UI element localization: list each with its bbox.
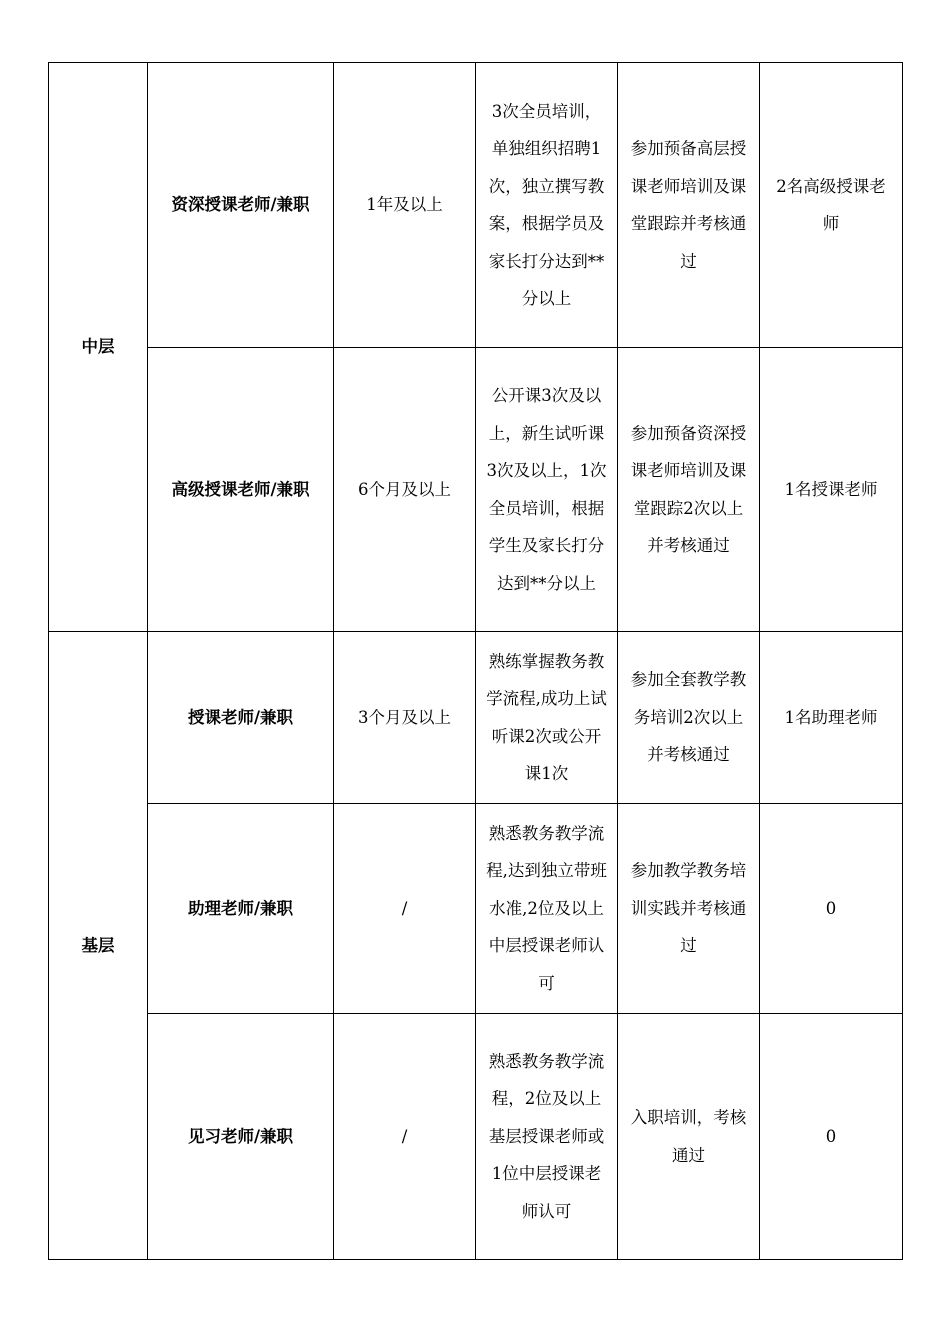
promotion-table	[48, 62, 903, 1260]
mentor-cell: 1名助理老师	[760, 632, 903, 804]
table-row	[49, 1014, 903, 1260]
mentor-cell: 0	[760, 804, 903, 1014]
training-cell: 参加全套教学教务培训2次以上并考核通过	[618, 632, 760, 804]
training-cell: 参加教学教务培训实践并考核通过	[618, 804, 760, 1014]
requirement-cell: 公开课3次及以上，新生试听课3次及以上，1次全员培训，根据学生及家长打分达到**分以上	[476, 348, 618, 632]
tenure-cell: /	[334, 1014, 476, 1260]
mentor-cell: 1名授课老师	[760, 348, 903, 632]
role-cell: 资深授课老师/兼职	[148, 63, 334, 348]
requirement-cell: 3次全员培训，单独组织招聘1次，独立撰写教案，根据学员及家长打分达到**分以上	[476, 63, 618, 348]
table-row	[49, 632, 903, 804]
table-row	[49, 63, 903, 348]
mentor-cell: 0	[760, 1014, 903, 1260]
training-cell: 入职培训，考核通过	[618, 1014, 760, 1260]
requirement-cell: 熟悉教务教学流程,达到独立带班水准,2位及以上中层授课老师认可	[476, 804, 618, 1014]
requirement-cell: 熟练掌握教务教学流程,成功上试听课2次或公开课1次	[476, 632, 618, 804]
table-row	[49, 804, 903, 1014]
tenure-cell: 6个月及以上	[334, 348, 476, 632]
training-cell: 参加预备高层授课老师培训及课堂跟踪并考核通过	[618, 63, 760, 348]
role-cell: 高级授课老师/兼职	[148, 348, 334, 632]
tenure-cell: 1年及以上	[334, 63, 476, 348]
level-cell: 基层	[49, 632, 148, 1260]
requirement-cell: 熟悉教务教学流程，2位及以上基层授课老师或1位中层授课老师认可	[476, 1014, 618, 1260]
training-cell: 参加预备资深授课老师培训及课堂跟踪2次以上并考核通过	[618, 348, 760, 632]
role-cell: 助理老师/兼职	[148, 804, 334, 1014]
tenure-cell: /	[334, 804, 476, 1014]
tenure-cell: 3个月及以上	[334, 632, 476, 804]
role-cell: 见习老师/兼职	[148, 1014, 334, 1260]
level-cell: 中层	[49, 63, 148, 632]
role-cell: 授课老师/兼职	[148, 632, 334, 804]
mentor-cell: 2名高级授课老师	[760, 63, 903, 348]
table-row	[49, 348, 903, 632]
